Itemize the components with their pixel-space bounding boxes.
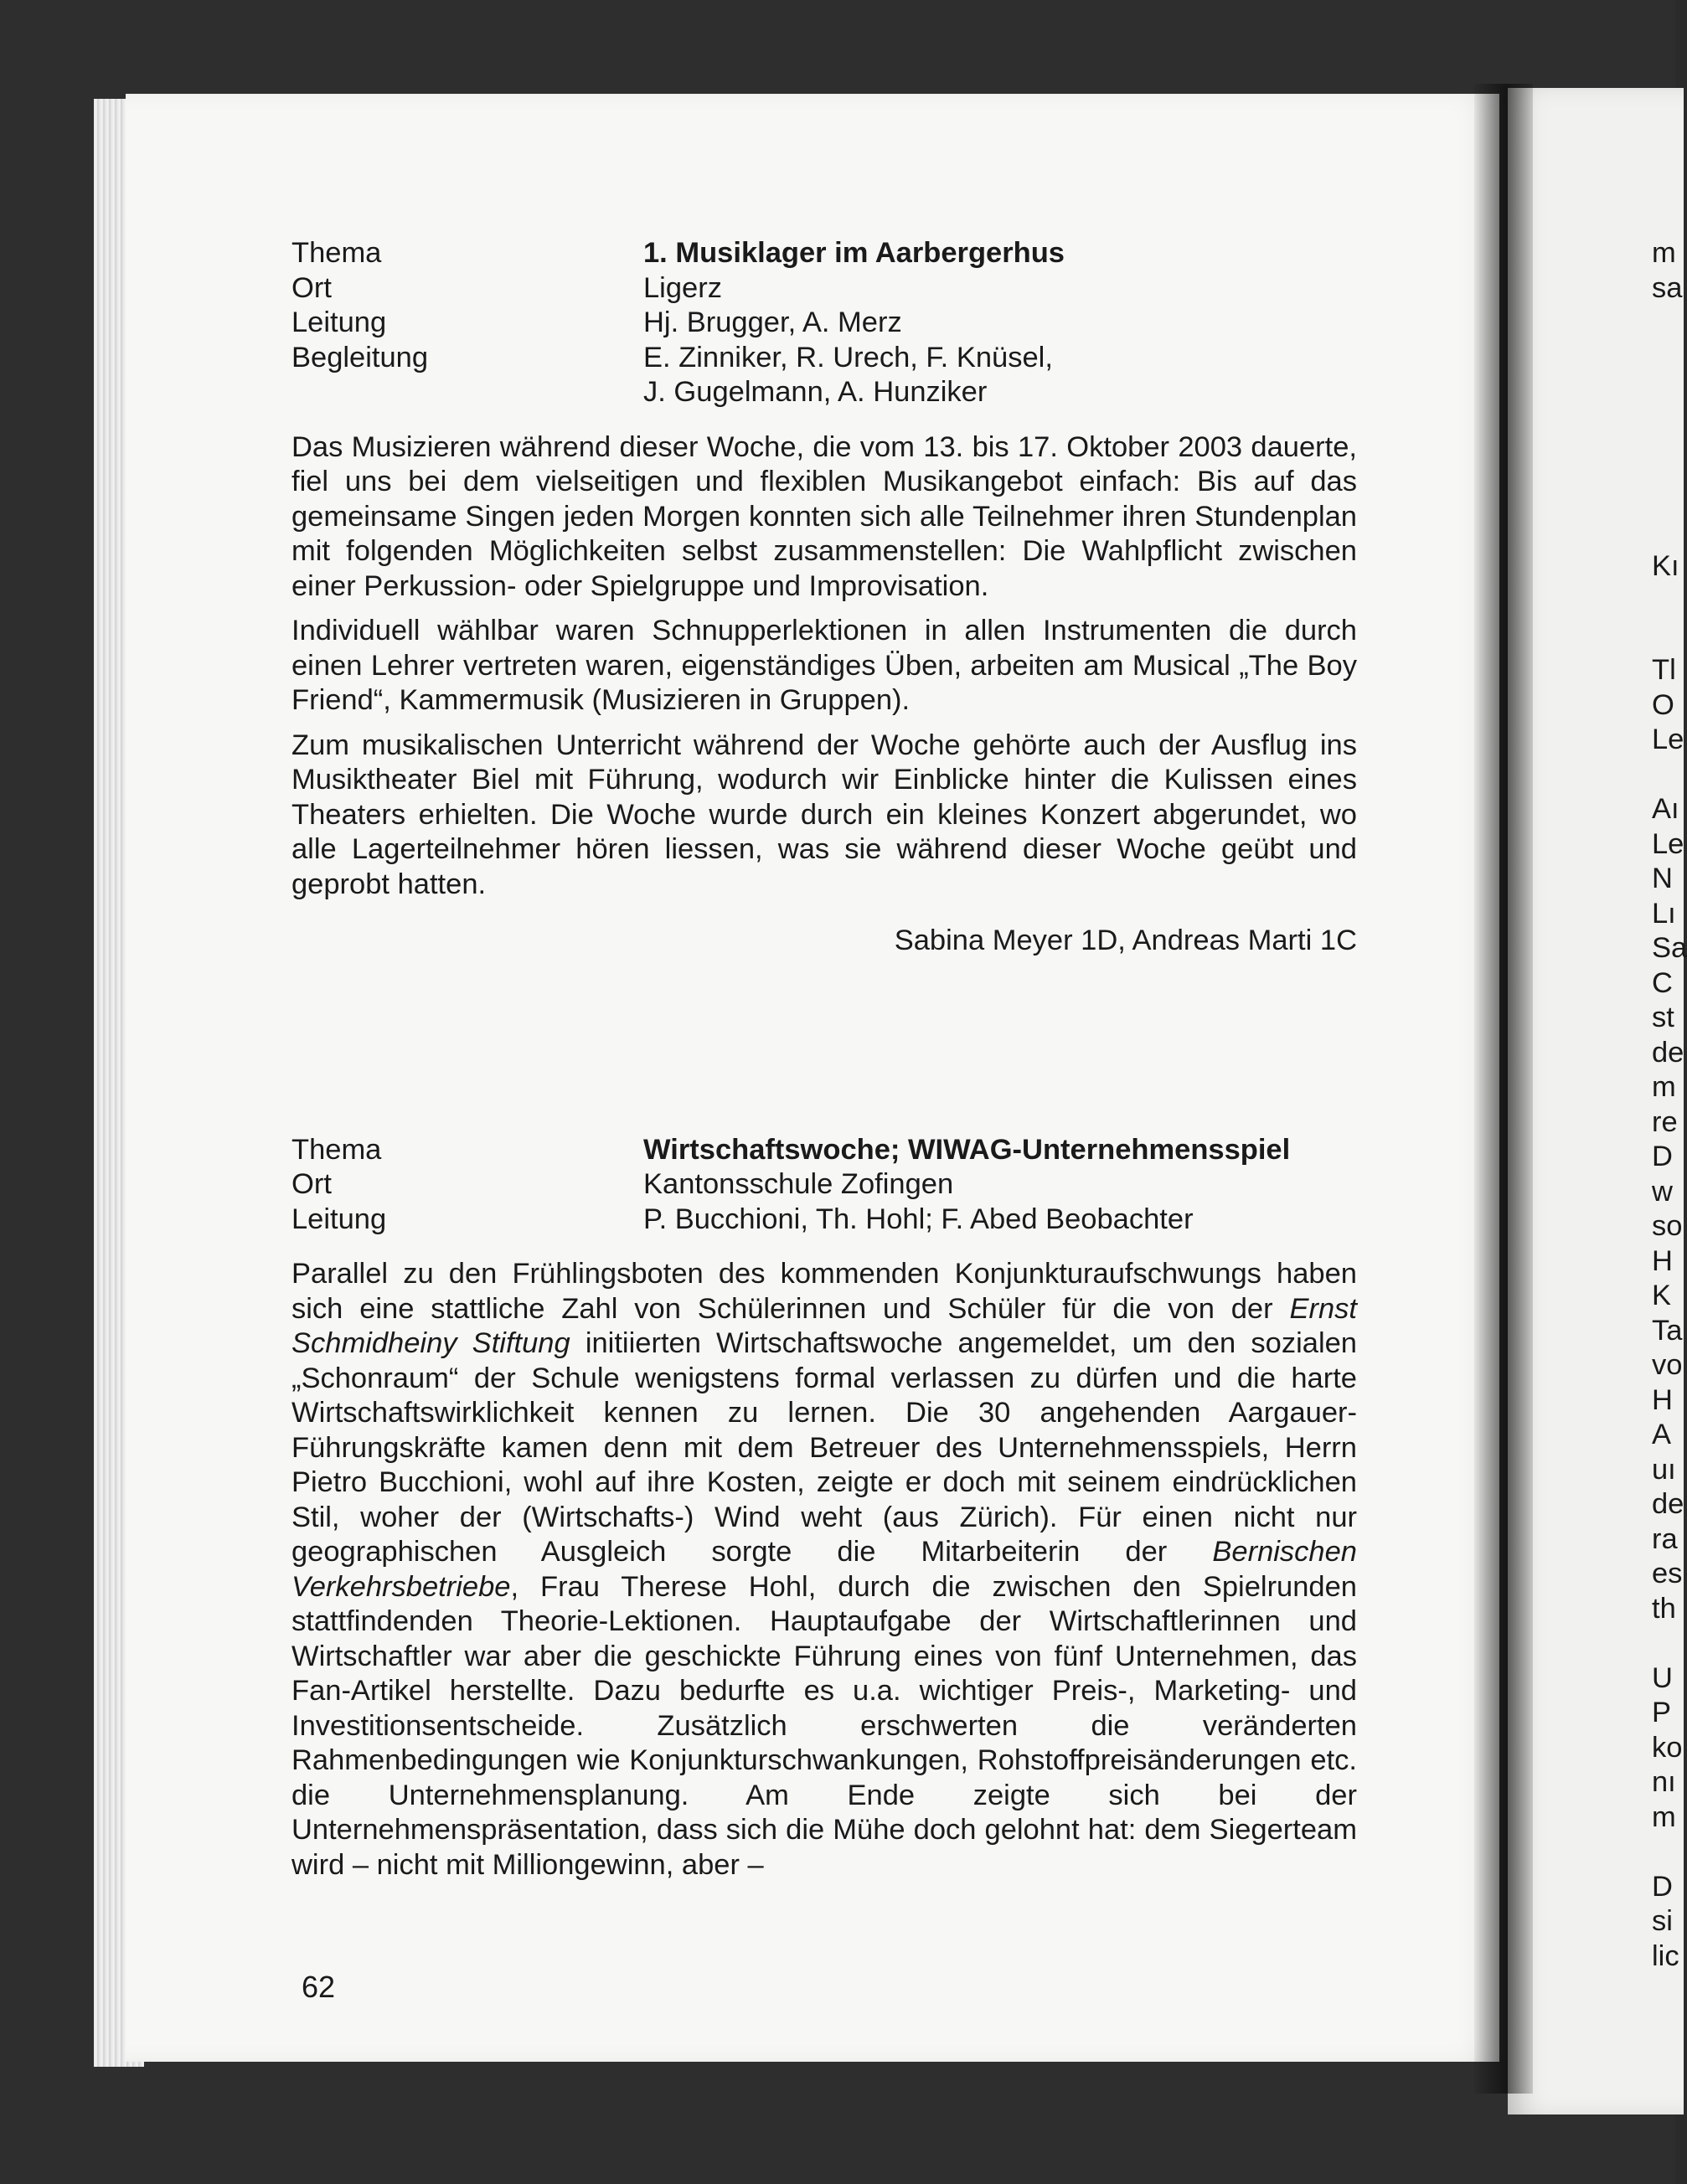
right-page-fragment: Tl (1652, 654, 1676, 686)
section1-paragraph: Das Musizieren während dieser Woche, die vom 13. bis 17. Oktober 2003 dauerte, fiel uns bei dem vielseitigen und flexiblen Musikangebot einfach: Bis auf das gemeinsame Singen jeden Morgen konnten sich alle Teilnehmer ihren Stundenplan mit folgenden Möglichkeiten selbst zusammenstellen: Die Wahlpflicht zwischen einer Perkussion- oder Spielgruppe und Improvisation. (291, 430, 1357, 602)
right-page-fragment: th (1652, 1592, 1676, 1625)
section2-paragraph (291, 1257, 1357, 1883)
right-page-fragment: Ta (1652, 1314, 1683, 1347)
section1-body (291, 430, 1357, 903)
section1-title: 1. Musiklager im Aarbergerhus (643, 237, 1065, 269)
section1-paragraph: Individuell wählbar waren Schnupperlektionen in allen Instrumenten die durch einen Lehrer vertreten waren, eigenständiges Üben, arbeiten am Musical „The Boy Friend“, Kammermusik (Musizieren in Gruppen). (291, 615, 1357, 716)
right-page-fragment: ko (1652, 1731, 1683, 1764)
right-page-fragment: Le (1652, 827, 1684, 860)
section2-text-part: Parallel zu den Frühlingsboten des kommenden Konjunkturaufschwungs haben sich eine stattliche Zahl von Schülerinnen und Schüler für die von der (291, 1258, 1357, 1325)
section2-text-part: initiierten Wirtschaftswoche angemeldet, um den sozialen „Schonraum“ der Schule wenigstens formal verlassen zu dürfen und die harte Wirtschaftswirklichkeit kennen zu lernen. Die 30 angehenden Aargauer-Führungskräfte kamen denn mit dem Betreuer des Unternehmensspiels, Herrn Pietro Bucchioni, wohl auf ihre Kosten, zeigte er doch mit seinem eindrücklichen Stil, woher der (Wirtschafts-) Wind weht (aus Zürich). Für einen nicht nur geographischen Ausgleich sorgte die Mitarbeiterin der (291, 1327, 1357, 1568)
right-page-fragment: de (1652, 1036, 1684, 1069)
label-ort: Ort (291, 271, 332, 304)
right-page-fragment: D (1652, 1141, 1673, 1172)
section2-meta (291, 1133, 1357, 1238)
right-page-fragment (1652, 514, 1687, 549)
right-page-fragment: w (1652, 1175, 1673, 1208)
section2-title: Wirtschaftswoche; WIWAG-Unternehmensspiel (643, 1133, 1291, 1166)
section2-leitung: P. Bucchioni, Th. Hohl; F. Abed Beobachter (643, 1203, 1194, 1235)
right-page-fragment: de (1652, 1488, 1684, 1520)
right-page-fragment: nı (1652, 1766, 1676, 1798)
section2-text-part: , Frau Therese Hohl, durch die zwischen den Spielrunden stattfindenden Theorie-Lektionen. Hauptaufgabe der Wirtschaftlerinnen und Wirtschaftler war aber die geschickte Führung eines von fünf Unternehmen, das Fan-Artikel herstellte. Dazu bedurfte es u.a. wichtiger Preis-, Marketing- und Investitionsentscheide. Zusätzlich erschwerten die veränderten Rahmenbedingungen wie Konjunkturschwankungen, Rohstoffpreisänderungen etc. die Unternehmensplanung. Am Ende zeigte sich bei der Unternehmenspräsentation, dass sich die Mühe doch gelohnt hat: dem Siegerteam wird – nicht mit Milliongewinn, aber – (291, 1570, 1357, 1881)
spacer (291, 410, 1357, 430)
right-page-fragment (1652, 758, 1687, 793)
right-page-fragment (1652, 1626, 1687, 1661)
right-page-fragment: N (1652, 863, 1673, 894)
right-page-fragment: H (1652, 1383, 1673, 1416)
label-thema: Thema (291, 1133, 382, 1166)
right-page-fragment (1652, 480, 1687, 515)
right-page-fragment (1652, 306, 1687, 341)
right-page-text-fragments (1652, 236, 1687, 1974)
right-page-fragment: Le (1652, 724, 1684, 755)
right-page-fragment: K (1652, 1280, 1672, 1311)
right-page-fragment: Lı (1652, 897, 1676, 930)
right-page-fragment: sa (1652, 271, 1683, 304)
right-page-fragment: ra (1652, 1522, 1678, 1555)
right-page-fragment: uı (1652, 1453, 1676, 1486)
right-page-fragment (1652, 410, 1687, 446)
right-page-fragment: re (1652, 1105, 1678, 1138)
right-page-fragment: m (1652, 1800, 1676, 1833)
label-leitung: Leitung (291, 1203, 387, 1235)
spacer (291, 1237, 1357, 1257)
right-page-fragment: C (1652, 966, 1673, 999)
right-page-fragment: Sa (1652, 932, 1687, 964)
section2-italic-part: Ernst Schmidheiny Stiftung (291, 1292, 1357, 1359)
right-page-fragment (1652, 1835, 1687, 1870)
section1-signature: Sabina Meyer 1D, Andreas Marti 1C (894, 925, 1357, 956)
section1-leitung: Hj. Brugger, A. Merz (643, 306, 902, 338)
right-page-fragment: vo (1652, 1349, 1683, 1381)
meta-spacer (291, 375, 643, 410)
section1-begleitung-2: J. Gugelmann, A. Hunziker (643, 376, 988, 408)
right-page-fragment: H (1652, 1244, 1673, 1277)
right-page-fragment: Aı (1652, 793, 1679, 825)
label-leitung: Leitung (291, 306, 387, 338)
right-page-fragment: D (1652, 1870, 1673, 1903)
right-page-fragment: Kı (1652, 549, 1679, 582)
right-page-fragment (1652, 584, 1687, 619)
right-page-fragment: O (1652, 688, 1674, 721)
book-gutter (1474, 84, 1533, 2094)
right-page-fragment (1652, 619, 1687, 654)
right-page-fragment: lic (1652, 1939, 1679, 1972)
page-number: 62 (302, 1970, 336, 2004)
right-page-fragment: es (1652, 1558, 1683, 1589)
left-page-content (291, 236, 1357, 1893)
right-page-fragment: si (1652, 1905, 1673, 1937)
right-page-fragment: P (1652, 1697, 1672, 1728)
right-page-fragment (1652, 445, 1687, 480)
label-begleitung: Begleitung (291, 341, 429, 373)
section1-begleitung-1: E. Zinniker, R. Urech, F. Knüsel, (643, 341, 1053, 373)
section2-ort: Kantonsschule Zofingen (643, 1168, 954, 1200)
right-page-fragment: A (1652, 1419, 1672, 1450)
label-ort: Ort (291, 1168, 332, 1200)
right-page-fragment: st (1652, 1002, 1674, 1033)
section2 (291, 1133, 1357, 1883)
right-page-fragment: m (1652, 1071, 1676, 1103)
label-thema: Thema (291, 237, 382, 269)
right-page-fragment: U (1652, 1661, 1673, 1694)
section1-meta (291, 236, 1357, 410)
right-page-fragment (1652, 341, 1687, 376)
section1-paragraph: Zum musikalischen Unterricht während der Woche gehörte auch der Ausflug ins Musiktheater Biel mit Führung, wodurch wir Einblicke hinter die Kulissen eines Theaters erhielten. Die Woche wurde durch ein kleines Konzert abgerundet, wo alle Lagerteilnehmer hören liessen, was sie während dieser Woche geübt und geprobt hatten. (291, 729, 1357, 900)
right-page-fragment: so (1652, 1210, 1683, 1242)
section2-italic-part: Bernischen Verkehrsbetriebe (291, 1536, 1357, 1603)
section2-body (291, 1257, 1357, 1883)
right-page-fragment: m (1652, 237, 1676, 269)
section1-ort: Ligerz (643, 271, 722, 304)
right-page-fragment (1652, 375, 1687, 410)
